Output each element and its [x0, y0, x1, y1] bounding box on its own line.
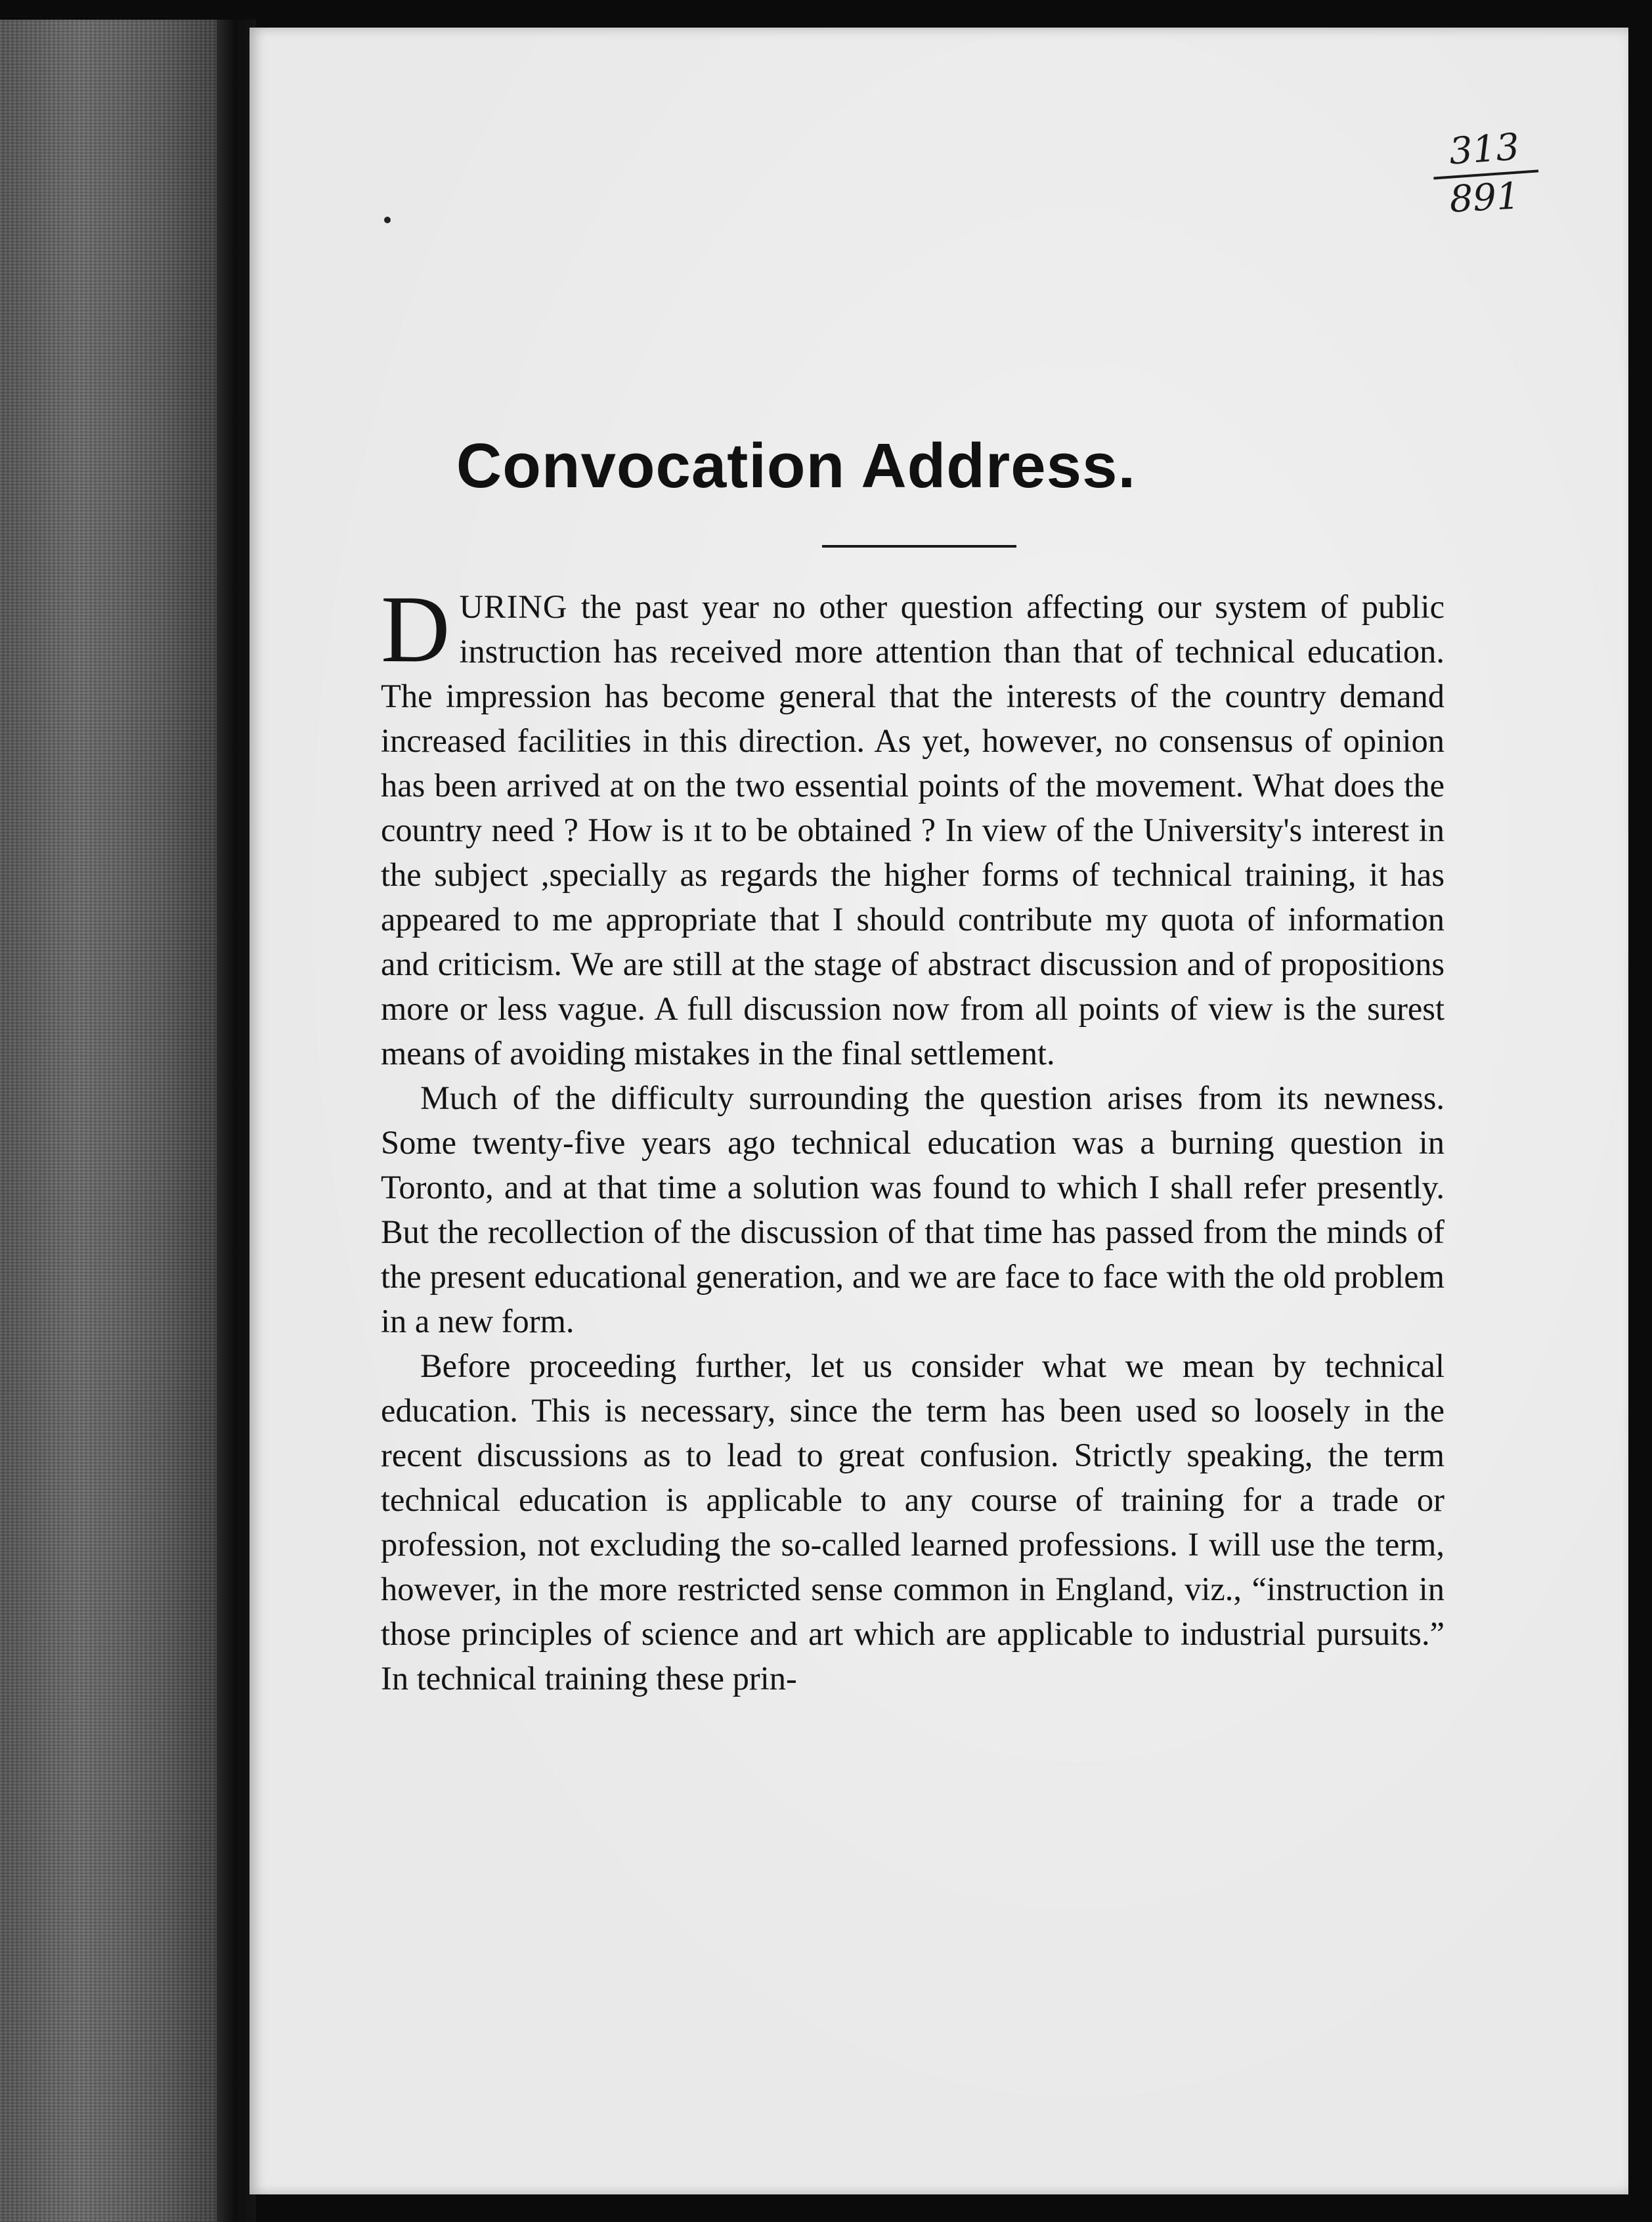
shelfmark-number-bottom: 891: [1448, 175, 1521, 221]
ink-speck: [384, 217, 391, 223]
paragraph-1-text: the past year no other question affecting our system of public instruction has received more attention than that of technical education. The impression has become general that the interests of the country demand increased facilities in this direction. As yet, however, no consensus of opinion has been arrived at on the two essential points of the movement. What does the country need ? How is ıt to be obtained ? In view of the University's interest in the subject ,specially as regards the higher forms of technical training, it has appeared to me appropriate that I should contribute my quota of information and criticism. We are still at the stage of abstract discussion and of propositions more or less vague. A full discussion now from all points of view is the surest means of avoiding mistakes in the final settlement.: [381, 588, 1445, 1072]
paragraph-1: [381, 576, 1445, 1076]
page-title: Convocation Address.: [456, 431, 1137, 501]
handwritten-shelfmark: [1432, 125, 1537, 221]
lead-word: URING: [459, 588, 568, 625]
body-text: [381, 576, 1445, 1701]
paragraph-3: Before proceeding further, let us consider what we mean by technical education. This is necessary, since the term has been used so loosely in the recent discussions as to lead to great confusion. Strictly speaking, the term technical education is applicable to any course of training for a trade or profession, not excluding the so-called learned professions. I will use the term, however, in the more restricted sense common in England, viz., “instruction in those principles of science and art which are applicable to industrial pursuits.” In technical training these prin-: [381, 1347, 1445, 1697]
shelfmark-number-top: 313: [1431, 128, 1538, 180]
drop-cap: D: [381, 576, 450, 682]
book-binding-strip: [0, 20, 227, 2222]
title-divider: [822, 545, 1016, 548]
paragraph-2: Much of the difficulty surrounding the question arises from its newness. Some twenty-five years ago technical education was a burning question in Toronto, and at that time a solution was found to which I shall refer presently. But the recollection of the discussion of that time has passed from the minds of the present educational generation, and we are face to face with the old problem in a new form.: [381, 1079, 1445, 1340]
